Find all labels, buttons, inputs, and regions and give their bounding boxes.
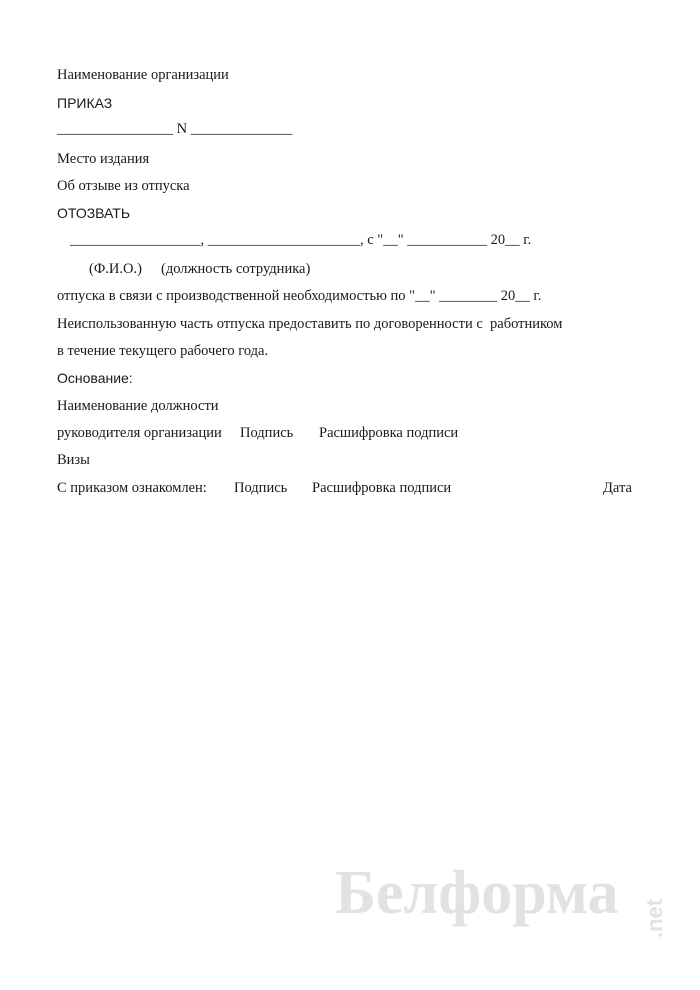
head-signature-label: Подпись bbox=[240, 425, 294, 441]
head-decoding-label: Расшифровка подписи bbox=[319, 425, 459, 441]
vacation-reason-line: отпуска в связи с производственной необходимостью по "__" ________ 20__ г. bbox=[57, 288, 542, 304]
within-year-line: в течение текущего рабочего года. bbox=[57, 343, 269, 359]
recall-heading: ОТОЗВАТЬ bbox=[57, 205, 131, 221]
acquainted-signature-label: Подпись bbox=[234, 480, 288, 496]
organization-name: Наименование организации bbox=[57, 67, 229, 83]
employee-fill-line: __________________, _____________________, с "__" ___________ 20__ г. bbox=[70, 232, 532, 248]
unused-part-line: Неиспользованную часть отпуска предоставить по договоренности с работником bbox=[57, 316, 563, 332]
employee-fio-hint: (Ф.И.О.) bbox=[89, 261, 142, 277]
order-number-line: ________________ N ______________ bbox=[57, 121, 293, 137]
acquainted-decoding-label: Расшифровка подписи bbox=[312, 480, 452, 496]
acquainted-label: С приказом ознакомлен: bbox=[57, 480, 207, 496]
visas-label: Визы bbox=[57, 452, 90, 468]
head-position-label: Наименование должности bbox=[57, 398, 219, 414]
basis-label: Основание: bbox=[57, 370, 133, 386]
employee-position-hint: (должность сотрудника) bbox=[161, 261, 311, 277]
acquainted-date-label: Дата bbox=[603, 480, 632, 496]
order-title: ПРИКАЗ bbox=[57, 95, 113, 111]
belforma-watermark-suffix: .net bbox=[642, 898, 667, 938]
place-of-issue: Место издания bbox=[57, 151, 150, 167]
belforma-watermark: Белформа bbox=[335, 859, 619, 927]
head-organization-label: руководителя организации bbox=[57, 425, 222, 441]
order-subject: Об отзыве из отпуска bbox=[57, 178, 190, 194]
